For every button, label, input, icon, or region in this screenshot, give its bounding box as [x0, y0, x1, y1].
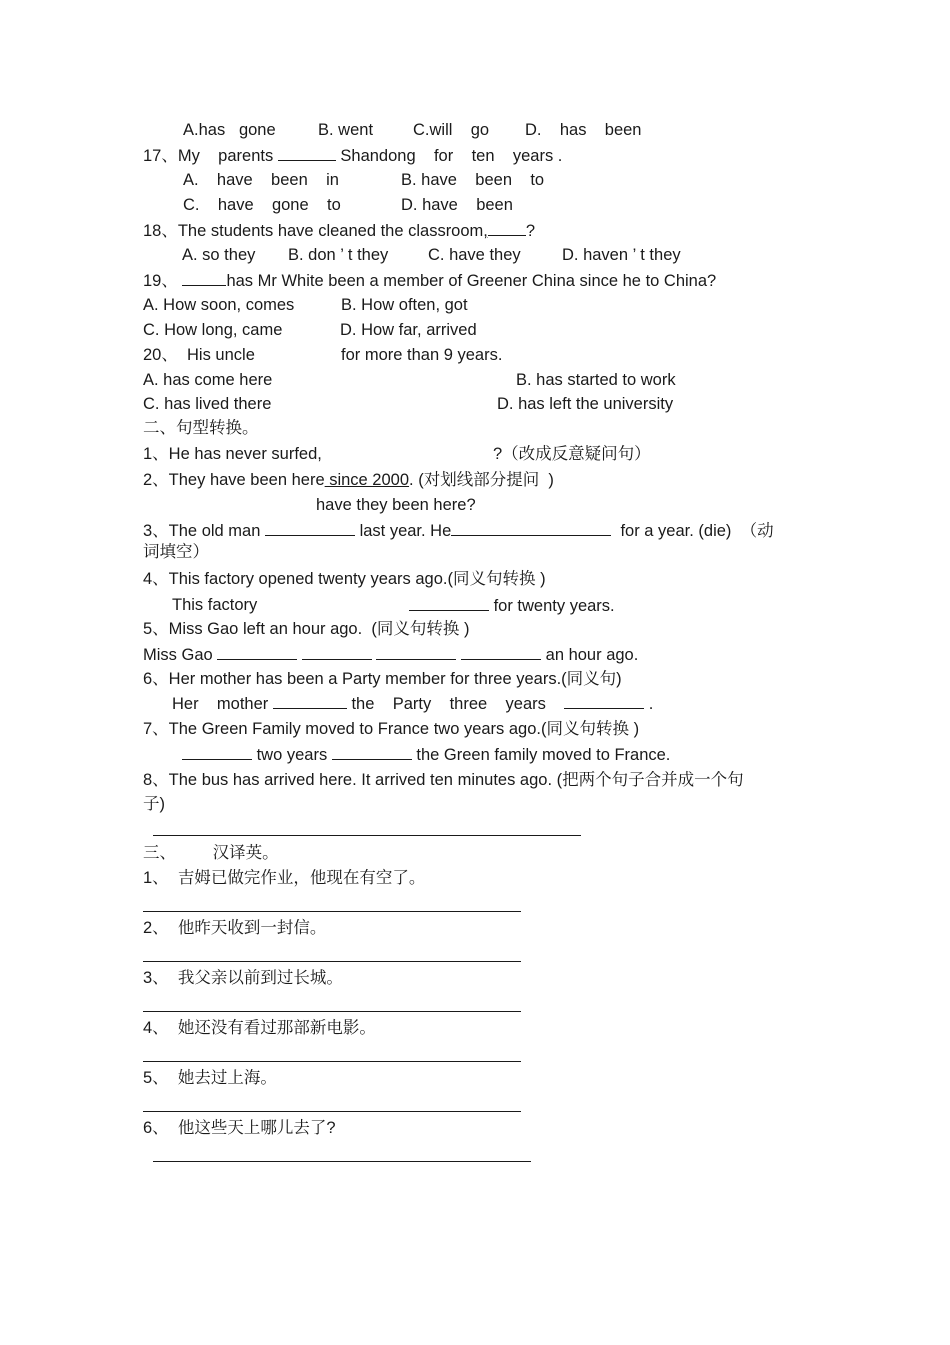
q19-stem: 19、 has Mr White been a member of Greener China since he to China?: [143, 272, 717, 290]
s2-item2-answer: have they been here?: [316, 496, 476, 514]
q16-option-c: C.will go: [413, 121, 490, 139]
q19-option-a: A. How soon, comes: [143, 296, 295, 314]
q20-option-c: C. has lived there: [143, 395, 272, 413]
s2-item5-answer: Miss Gao an hour ago.: [143, 646, 639, 664]
s2-item5-stem: 5、Miss Gao left an hour ago. (同义句转换 ): [143, 620, 470, 638]
q20-option-b: B. has started to work: [516, 371, 676, 389]
s3-item3: 3、 我父亲以前到过长城。: [143, 969, 343, 987]
s2-item6-blank2[interactable]: [564, 693, 644, 709]
s3-item2: 2、 他昨天收到一封信。: [143, 919, 327, 937]
q20-stem: 20、 His uncle: [143, 346, 255, 364]
s3-item4-answer-line[interactable]: [143, 1061, 521, 1062]
q16-option-b: B. went: [318, 121, 374, 139]
s2-item8-stem: 8、The bus has arrived here. It arrived ten minutes ago. (把两个句子合并成一个句: [143, 771, 744, 789]
q18-option-a: A. so they: [182, 246, 256, 264]
q18-option-c: C. have they: [428, 246, 521, 264]
s2-item4-answer-end: for twenty years.: [409, 595, 615, 616]
q19-option-c: C. How long, came: [143, 321, 283, 339]
s3-item4: 4、 她还没有看过那部新电影。: [143, 1019, 376, 1037]
q17-option-c: C. have gone to: [183, 196, 341, 214]
q17-option-b: B. have been to: [401, 171, 545, 189]
q20-option-a: A. has come here: [143, 371, 273, 389]
s3-item3-answer-line[interactable]: [143, 1011, 521, 1012]
q17-stem: 17、My parents Shandong for ten years .: [143, 147, 563, 165]
s3-item6: 6、 他这些天上哪儿去了?: [143, 1119, 336, 1137]
s2-item3-stem: 3、The old man last year. He for a year. (die) （动: [143, 522, 774, 540]
s2-item1-stem: 1、He has never surfed,: [143, 445, 322, 463]
q20-option-d: D. has left the university: [497, 395, 674, 413]
s2-item8-answer-line[interactable]: [153, 835, 581, 836]
s3-item2-answer-line[interactable]: [143, 961, 521, 962]
section2-heading: 二、句型转换。: [143, 419, 259, 437]
q18-stem: 18、The students have cleaned the classroom, ?: [143, 222, 536, 240]
s3-item5: 5、 她去过上海。: [143, 1069, 277, 1087]
s2-item6-answer: Her mother the Party three years .: [172, 695, 654, 713]
q17-option-a: A. have been in: [183, 171, 339, 189]
q17-blank[interactable]: [278, 145, 336, 161]
q20-stem-end: for more than 9 years.: [341, 346, 503, 364]
q16-option-a: A.has gone: [183, 121, 276, 139]
q17-option-d: D. have been: [401, 196, 513, 214]
q18-blank[interactable]: [488, 220, 526, 236]
s2-item1-instruction: ?（改成反意疑问句）: [493, 445, 651, 463]
q16-option-d: D. has been: [525, 121, 642, 139]
s2-item4-answer-start: This factory: [172, 596, 258, 614]
s2-item3-blank1[interactable]: [265, 520, 355, 536]
s3-item1: 1、 吉姆已做完作业，他现在有空了。: [143, 869, 426, 887]
section3-heading: 三、 汉译英。: [143, 844, 279, 862]
s2-item4-blank[interactable]: [409, 595, 489, 611]
s3-item1-answer-line[interactable]: [143, 911, 521, 912]
s2-item7-stem: 7、The Green Family moved to France two years ago.(同义句转换 ): [143, 720, 640, 738]
s2-item4-stem: 4、This factory opened twenty years ago.(同义句转换 ): [143, 570, 546, 588]
s2-item3-cont: 词填空）: [143, 543, 209, 561]
s2-item7-answer: two years the Green family moved to France.: [182, 744, 670, 765]
s2-item3-blank2[interactable]: [451, 520, 611, 536]
s2-item7-blank2[interactable]: [332, 744, 412, 760]
s2-item8-cont: 子): [143, 795, 165, 813]
q18-option-d: D. haven ’ t they: [562, 246, 681, 264]
s2-item5-blank3[interactable]: [376, 644, 456, 660]
q18-option-b: B. don ’ t they: [288, 246, 389, 264]
q19-option-b: B. How often, got: [341, 296, 468, 314]
s2-item6-stem: 6、Her mother has been a Party member for three years.(同义句): [143, 670, 622, 688]
s2-item7-blank1[interactable]: [182, 744, 252, 760]
s2-item5-blank2[interactable]: [302, 644, 372, 660]
s2-item2-stem: 2、They have been here since 2000. (对划线部分提问 ): [143, 471, 554, 489]
s2-item5-blank1[interactable]: [217, 644, 297, 660]
q19-option-d: D. How far, arrived: [340, 321, 477, 339]
s2-item6-blank1[interactable]: [273, 693, 347, 709]
q19-blank[interactable]: [182, 270, 226, 286]
s3-item5-answer-line[interactable]: [143, 1111, 521, 1112]
s2-item5-blank4[interactable]: [461, 644, 541, 660]
s3-item6-answer-line[interactable]: [153, 1161, 531, 1162]
